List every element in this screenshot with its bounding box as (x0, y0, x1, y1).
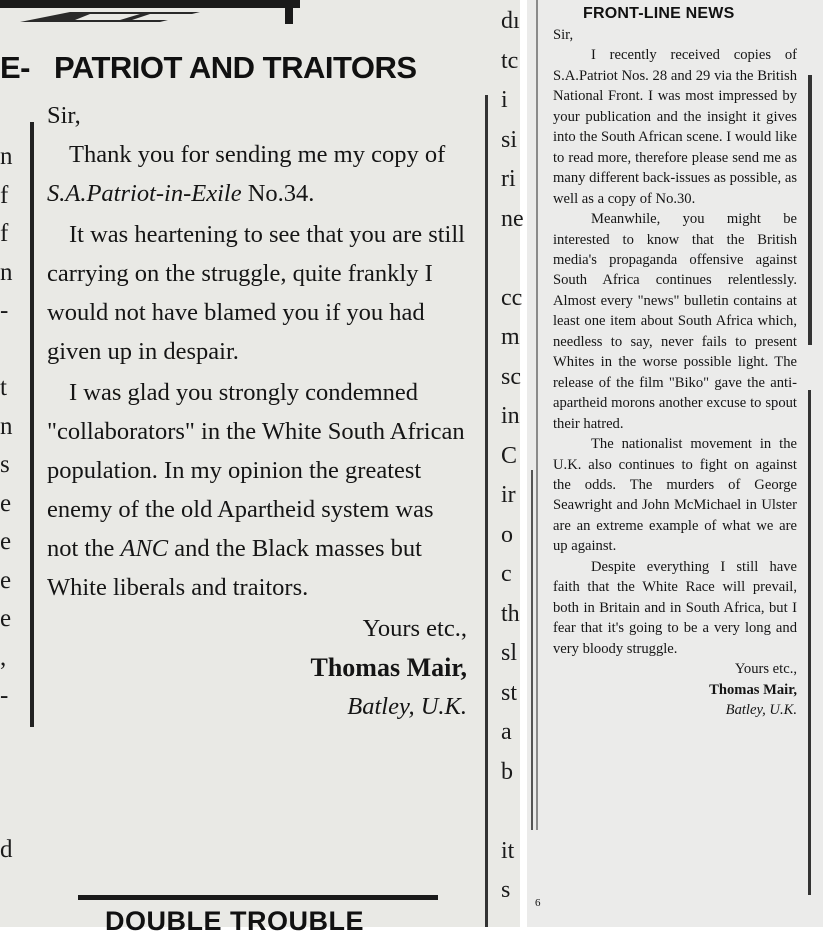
paragraph-3-end: and the Black masses but White liberals and traitors. (47, 535, 422, 601)
paragraph-3: The nationalist movement in the U.K. also continues to fight on against the odds. The murders of George Seawright and John McMichael in Ulster are an extreme example of what we are up against. (553, 436, 797, 555)
edge-rule (808, 390, 811, 895)
scan-gutter-line (531, 470, 533, 830)
paragraph-3 (47, 373, 467, 607)
paragraph-1-text: Thank you for sending me my copy of (69, 141, 446, 168)
salutation: Sir, (47, 102, 81, 129)
column-rule (30, 122, 34, 727)
letter-body (47, 96, 467, 726)
publication-title: S.A.Patriot-in-Exile (47, 180, 242, 207)
letter-body (553, 25, 797, 720)
previous-column-fragments: n f f n - t n s e e e e , - d (0, 143, 13, 863)
next-article-headline: DOUBLE TROUBLE (105, 906, 364, 936)
salutation: Sir, (553, 27, 574, 43)
paragraph-1: I recently received copies of S.A.Patriot Nos. 28 and 29 via the British National Front. I was most impressed by your publication and the insight it gives into the South African scene. I would like to read more, therefore please send me as many different back-issues as possible, as well as a copy of No.30. (553, 47, 797, 207)
right-clipping (527, 0, 823, 927)
decorative-header-art (0, 0, 300, 24)
signoff: Yours etc., (362, 615, 467, 642)
column-divider (485, 95, 488, 927)
paragraph-2: It was heartening to see that you are still carrying on the struggle, quite frankly I would not have blamed you if you had given up in despair. (47, 221, 465, 365)
paragraph-2: Meanwhile, you might be interested to know that the British media's propaganda offensive against South Africa continues relentlessly. Almost every "news" bulletin contains at least one item about South Africa which, needless to say, never fails to present Whites in the worse possible light. The release of the film "Biko" gave the anti-apartheid morons another excuse to spout their hatred. (553, 211, 797, 432)
paragraph-1-end: No.34. (241, 180, 315, 207)
signer-location: Batley, U.K. (725, 701, 797, 718)
signoff: Yours etc., (734, 661, 797, 678)
organisation-name: ANC (120, 535, 169, 562)
signer-location: Batley, U.K. (347, 693, 467, 720)
next-column-fragments: dı tc i si ri ne cc m sc in C ir o c th sl st a b it s (501, 8, 524, 903)
paragraph-3-text: I was glad you strongly condemned "collaborators" in the White South African population. In my opinion the greatest enemy of the old Apartheid system was not the (47, 379, 465, 562)
headline-fragment: E- (0, 50, 30, 85)
signer-name: Thomas Mair, (310, 653, 467, 682)
headline-text: PATRIOT AND TRAITORS (54, 50, 417, 85)
section-title: FRONT-LINE NEWS (583, 5, 735, 22)
paragraph-4: Despite everything I still have faith that the White Race will prevail, both in Britain and in South Africa, but I fear that it's going to be a very long and very bloody struggle. (553, 558, 797, 657)
edge-rule (808, 75, 812, 345)
page-number: 6 (535, 897, 541, 909)
section-rule (78, 895, 438, 900)
scan-gutter-line (536, 0, 538, 830)
paragraph-1 (47, 135, 467, 213)
signer-name: Thomas Mair, (709, 681, 797, 698)
